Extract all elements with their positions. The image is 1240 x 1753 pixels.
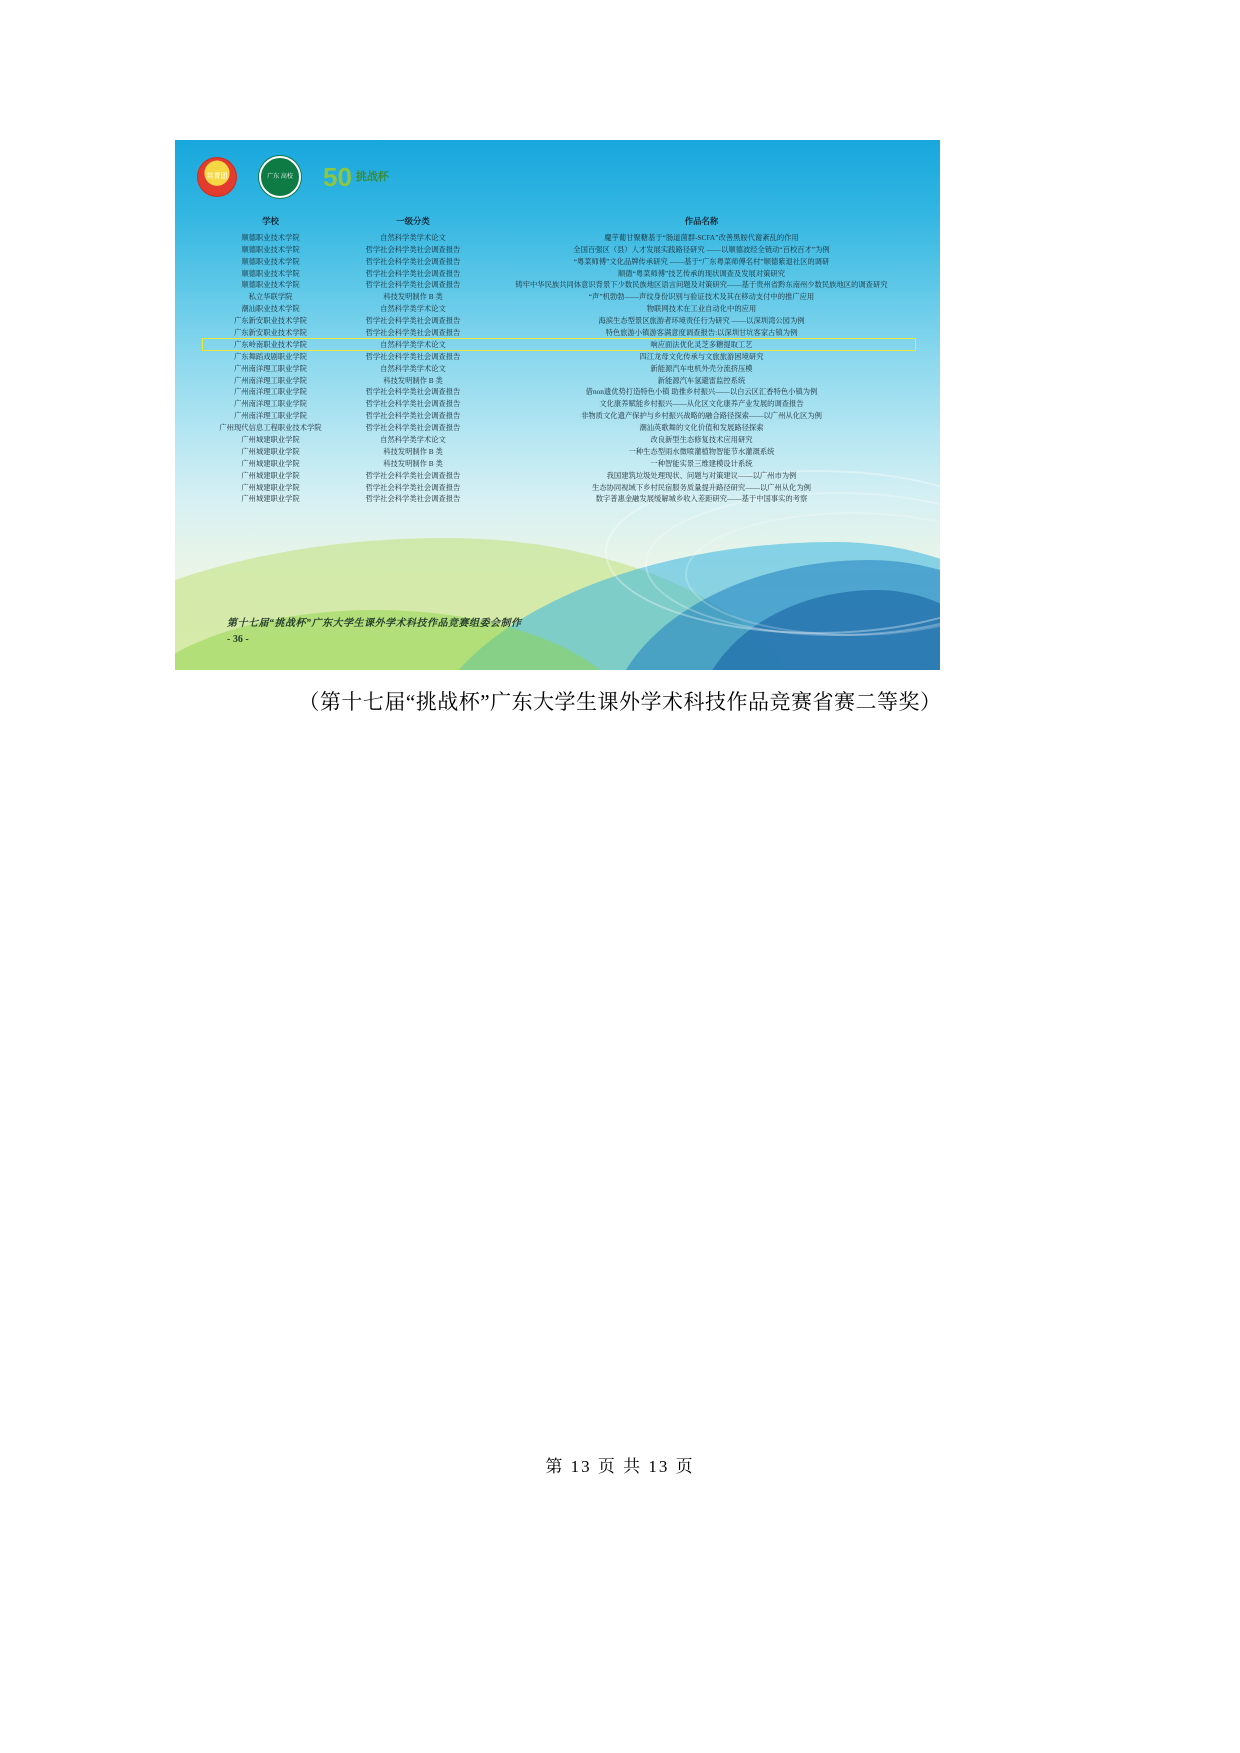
table-row bbox=[203, 279, 915, 291]
cell-title: 海滨生态型景区旅游者环境责任行为研究 ——以深圳湾公园为例 bbox=[598, 316, 805, 326]
table-row bbox=[203, 457, 915, 469]
cell-school: 潮汕职业技术学院 bbox=[241, 304, 300, 314]
cell-category: 哲学社会科学类社会调查报告 bbox=[365, 351, 461, 361]
cell-category: 自然科学类学术论文 bbox=[380, 435, 446, 445]
table-row bbox=[203, 434, 915, 446]
award-table-wrapper bbox=[203, 216, 915, 505]
image-caption: （第十七届“挑战杯”广东大学生课外学术科技作品竞赛省赛二等奖） bbox=[298, 690, 942, 714]
page-footer: 第 13 页 共 13 页 bbox=[545, 1457, 695, 1476]
cell-category: 自然科学类学术论文 bbox=[380, 363, 446, 373]
university-emblem-label: 广东 高校 bbox=[267, 173, 293, 180]
award-table-body bbox=[203, 232, 915, 505]
cell-category: 哲学社会科学类社会调查报告 bbox=[365, 328, 461, 338]
table-row bbox=[203, 255, 915, 267]
cell-title: 物联网技术在工业自动化中的应用 bbox=[646, 304, 757, 314]
cell-title: “声”机勃勃——声纹身份识别与验证技术及其在移动支付中的推广应用 bbox=[588, 292, 815, 302]
cell-school: 广州城建职业学院 bbox=[241, 435, 300, 445]
cell-category: 哲学社会科学类社会调查报告 bbox=[365, 470, 461, 480]
cell-school: 广州城建职业学院 bbox=[241, 482, 300, 492]
cell-title: 非物质文化遗产保护与乡村振兴战略的融合路径探索——以广州从化区为例 bbox=[581, 411, 822, 421]
cell-school: 广州城建职业学院 bbox=[241, 494, 300, 504]
table-row bbox=[203, 481, 915, 493]
cell-school: 广州城建职业学院 bbox=[241, 446, 300, 456]
slide-page-number: - 36 - bbox=[227, 634, 249, 645]
table-row bbox=[203, 422, 915, 434]
challenge-cup-logo-icon bbox=[323, 164, 389, 190]
cell-title: 特色旅游小镇游客满意度调查报告:以深圳甘坑客家古镇为例 bbox=[605, 328, 798, 338]
table-row bbox=[203, 350, 915, 362]
cell-category: 哲学社会科学类社会调查报告 bbox=[365, 256, 461, 266]
table-row bbox=[203, 232, 915, 244]
table-row bbox=[203, 374, 915, 386]
column-header-title: 作品名称 bbox=[684, 217, 719, 226]
table-row bbox=[203, 303, 915, 315]
table-row bbox=[203, 410, 915, 422]
cell-school: 广东舞蹈戏剧职业学院 bbox=[234, 351, 307, 361]
cell-category: 哲学社会科学类社会调查报告 bbox=[365, 387, 461, 397]
cell-school: 广州南洋理工职业学院 bbox=[234, 399, 307, 409]
cell-school: 广州南洋理工职业学院 bbox=[234, 387, 307, 397]
cell-category: 哲学社会科学类社会调查报告 bbox=[365, 482, 461, 492]
cell-category: 自然科学类学术论文 bbox=[380, 232, 446, 242]
cell-school: 广州城建职业学院 bbox=[241, 470, 300, 480]
university-emblem-icon bbox=[259, 156, 301, 198]
logo-row bbox=[197, 156, 389, 198]
cell-school: 广东岭南职业技术学院 bbox=[234, 339, 307, 349]
cell-category: 哲学社会科学类社会调查报告 bbox=[365, 423, 461, 433]
cell-title: 数字普惠金融发展缓解城乡收入差距研究——基于中国事实的考察 bbox=[595, 494, 808, 504]
cell-title: 借non遗优势打造特色小镇 助推乡村振兴——以白云区汇香特色小镇为例 bbox=[585, 387, 818, 397]
cell-title: 潮汕英歌舞的文化价值和发展路径探索 bbox=[639, 423, 764, 433]
table-row bbox=[203, 398, 915, 410]
cell-title: “粤菜师傅”文化品牌传承研究 ——基于“广东粤菜师傅名村”顺德紫退社区的调研 bbox=[573, 256, 830, 266]
cell-title: 四江龙母文化传承与文旅旅游困境研究 bbox=[639, 351, 764, 361]
table-row bbox=[203, 315, 915, 327]
table-row bbox=[203, 267, 915, 279]
cell-title: 响应面法优化灵芝多糖提取工艺 bbox=[650, 339, 753, 349]
table-row bbox=[203, 493, 915, 505]
award-slide-image bbox=[175, 140, 940, 670]
cell-school: 广东新安职业技术学院 bbox=[234, 328, 307, 338]
table-header-row bbox=[203, 216, 915, 232]
cell-school: 广州南洋理工职业学院 bbox=[234, 411, 307, 421]
cell-category: 哲学社会科学类社会调查报告 bbox=[365, 494, 461, 504]
table-row bbox=[203, 291, 915, 303]
column-header-category: 一级分类 bbox=[396, 217, 430, 226]
cell-category: 科技发明制作 B 类 bbox=[383, 375, 443, 385]
cell-title: 改良新型生态修复技术应用研究 bbox=[650, 435, 753, 445]
cell-title: 新能源汽车氢避雷监控系统 bbox=[657, 375, 746, 385]
cell-title: 新能源汽车电机外壳分流挤压模 bbox=[650, 363, 753, 373]
table-row bbox=[203, 243, 915, 255]
table-row bbox=[203, 386, 915, 398]
cell-title: 全国百强区（县）人才发展实践路径研究 ——以顺德波经全链动“百校百才”为例 bbox=[573, 244, 830, 254]
cell-school: 顺德职业技术学院 bbox=[241, 244, 300, 254]
cell-school: 顺德职业技术学院 bbox=[241, 280, 300, 290]
cell-school: 私立华联学院 bbox=[248, 292, 293, 302]
cell-category: 哲学社会科学类社会调查报告 bbox=[365, 399, 461, 409]
cell-category: 哲学社会科学类社会调查报告 bbox=[365, 268, 461, 278]
cell-school: 广州南洋理工职业学院 bbox=[234, 363, 307, 373]
cell-title: 魔芋葡甘聚糖基于“肠道菌群-SCFA”改善黑胺代谢紊乱的作用 bbox=[604, 232, 799, 242]
cell-category: 科技发明制作 B 类 bbox=[383, 458, 443, 468]
cell-school: 顺德职业技术学院 bbox=[241, 232, 300, 242]
cell-category: 科技发明制作 B 类 bbox=[383, 446, 443, 456]
cell-title: 顺德“粤菜师傅”技艺传承的现状调查及发展对策研究 bbox=[617, 268, 785, 278]
table-row bbox=[203, 446, 915, 458]
cell-category: 自然科学类学术论文 bbox=[380, 304, 446, 314]
table-row bbox=[203, 339, 915, 351]
award-table bbox=[203, 216, 915, 505]
cell-school: 广州城建职业学院 bbox=[241, 458, 300, 468]
cell-title: 一种智能实景三维建模设计系统 bbox=[650, 458, 753, 468]
cell-category: 哲学社会科学类社会调查报告 bbox=[365, 280, 461, 290]
challenge-cup-label: 挑战杯 bbox=[355, 170, 389, 183]
cell-school: 广州南洋理工职业学院 bbox=[234, 375, 307, 385]
cell-school: 广州现代信息工程职业技术学院 bbox=[219, 423, 322, 433]
cell-title: 生态协同视域下乡村民宿服务质量提升路径研究——以广州从化为例 bbox=[592, 482, 811, 492]
cell-title: 文化康养赋能乡村振兴——从化区文化康养产业发展的调查报告 bbox=[599, 399, 804, 409]
cell-category: 哲学社会科学类社会调查报告 bbox=[365, 244, 461, 254]
cell-title: 一种生态型雨水微喷灌植物智能节水灌溉系统 bbox=[628, 446, 775, 456]
table-row bbox=[203, 469, 915, 481]
table-row bbox=[203, 362, 915, 374]
cell-category: 自然科学类学术论文 bbox=[380, 339, 446, 349]
cell-school: 顺德职业技术学院 bbox=[241, 256, 300, 266]
cell-category: 哲学社会科学类社会调查报告 bbox=[365, 316, 461, 326]
table-row bbox=[203, 327, 915, 339]
cell-school: 广东新安职业技术学院 bbox=[234, 316, 307, 326]
cell-title: 铸牢中华民族共同体意识背景下少数民族地区语言问题及对策研究——基于贵州省黔东南州少数民族地区的调查研究 bbox=[515, 280, 888, 290]
cell-category: 科技发明制作 B 类 bbox=[383, 292, 443, 302]
cell-title: 我国建筑垃圾处理现状、问题与对策建议——以广州市为例 bbox=[606, 470, 797, 480]
communist-youth-league-emblem-icon bbox=[197, 157, 237, 197]
column-header-school: 学校 bbox=[262, 217, 279, 226]
cell-category: 哲学社会科学类社会调查报告 bbox=[365, 411, 461, 421]
cell-school: 顺德职业技术学院 bbox=[241, 268, 300, 278]
slide-footer-text: 第十七届“挑战杯”广东大学生课外学术科技作品竞赛组委会制作 bbox=[227, 618, 522, 629]
cyl-emblem-label: 共青团 bbox=[206, 173, 228, 181]
challenge-cup-mark: 50 bbox=[323, 162, 352, 192]
